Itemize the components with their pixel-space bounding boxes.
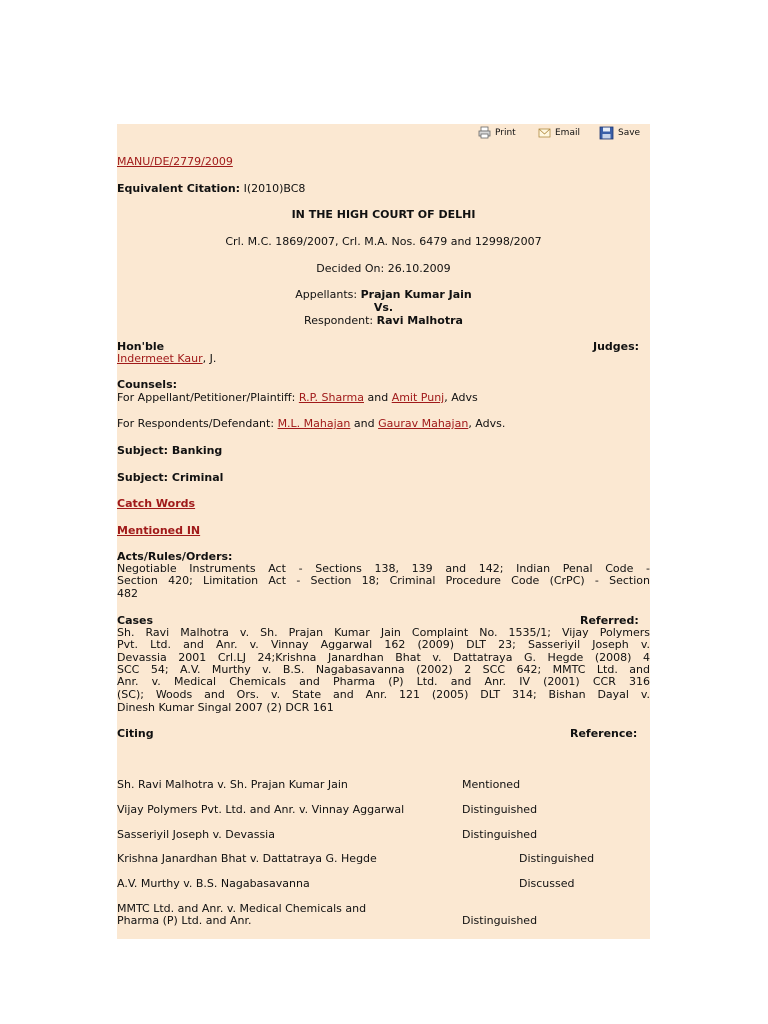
print-label: Print [495, 128, 516, 138]
printer-icon [478, 126, 491, 139]
citing-ref: Distinguished [519, 852, 595, 865]
appellants-line: Appellants: Prajan Kumar Jain [295, 288, 472, 301]
appellant-counsel-line: For Appellant/Petitioner/Plaintiff: R.P. Sharma and Amit Punj, Advs [117, 391, 478, 404]
equivalent-citation-label: Equivalent Citation: [117, 182, 241, 195]
judge-link[interactable]: Indermeet Kaur [117, 352, 203, 365]
citing-ref: Distinguished [462, 828, 538, 841]
citing-case: Sh. Ravi Malhotra v. Sh. Prajan Kumar Jain [117, 778, 348, 791]
cases-line: SCC 54; A.V. Murthy v. B.S. Nagabasavanna (2002) 2 SCC 642; MMTC Ltd. and [117, 663, 650, 676]
citing-case: Vijay Polymers Pvt. Ltd. and Anr. v. Vinnay Aggarwal [117, 803, 405, 816]
judges-label-left: Hon'ble [117, 340, 165, 353]
mentioned-in-link[interactable]: Mentioned IN [117, 524, 201, 537]
print-button[interactable] [478, 126, 516, 140]
versus: Vs. [373, 301, 394, 314]
acts-line: Section 420; Limitation Act - Section 18; Criminal Procedure Code (CrPC) - Section [117, 574, 650, 587]
decided-on: Decided On: 26.10.2009 [316, 262, 451, 275]
save-button[interactable] [599, 126, 640, 140]
cases-label-left: Cases [117, 614, 154, 627]
cases-line: Pvt. Ltd. and Anr. v. Vinnay Aggarwal 162 (2009) DLT 23; Sasseriyil Joseph v. [117, 638, 650, 651]
citing-ref: Distinguished [462, 914, 538, 927]
citing-case: Sasseriyil Joseph v. Devassia [117, 828, 275, 841]
envelope-icon [538, 126, 551, 139]
catch-words-link[interactable]: Catch Words [117, 497, 196, 510]
save-label: Save [618, 128, 641, 138]
equivalent-citation-value: I(2010)BC8 [243, 182, 306, 195]
manu-citation-link[interactable]: MANU/DE/2779/2009 [117, 155, 233, 168]
subject-banking: Subject: Banking [117, 444, 223, 457]
subject-criminal: Subject: Criminal [117, 471, 224, 484]
cases-line: Sh. Ravi Malhotra v. Sh. Prajan Kumar Jain Complaint No. 1535/1; Vijay Polymers [117, 626, 650, 639]
equivalent-citation [117, 182, 305, 195]
counsels-label: Counsels: [117, 378, 178, 391]
cases-label-right: Referred: [580, 614, 639, 627]
counsel-link-rp-sharma[interactable]: R.P. Sharma [298, 391, 364, 404]
appellant-name: Prajan Kumar Jain [360, 288, 472, 301]
court-name: IN THE HIGH COURT OF DELHI [291, 208, 476, 221]
email-label: Email [555, 128, 580, 138]
cases-line: Dinesh Kumar Singal 2007 (2) DCR 161 [117, 701, 334, 714]
counsel-link-gaurav-mahajan[interactable]: Gaurav Mahajan [378, 417, 469, 430]
cases-line: Devassia 2001 Crl.LJ 24;Krishna Janardhan Bhat v. Dattatraya G. Hegde (2008) 4 [117, 651, 650, 664]
citing-ref: Mentioned [462, 778, 521, 791]
judges-label-right: Judges: [593, 340, 640, 353]
citing-ref: Discussed [519, 877, 575, 890]
citing-label-right: Reference: [570, 727, 638, 740]
citing-case: Pharma (P) Ltd. and Anr. [117, 914, 252, 927]
acts-label: Acts/Rules/Orders: [117, 550, 233, 563]
counsel-link-ml-mahajan[interactable]: M.L. Mahajan [277, 417, 351, 430]
email-button[interactable] [538, 126, 580, 140]
cases-line: (SC); Woods and Ors. v. State and Anr. 121 (2005) DLT 314; Bishan Dayal v. [117, 688, 650, 701]
acts-line: 482 [117, 587, 138, 600]
citing-case: A.V. Murthy v. B.S. Nagabasavanna [117, 877, 310, 890]
citing-case: Krishna Janardhan Bhat v. Dattatraya G. Hegde [117, 852, 377, 865]
judge-line: Indermeet Kaur, J. [117, 352, 217, 365]
case-numbers: Crl. M.C. 1869/2007, Crl. M.A. Nos. 6479 and 12998/2007 [225, 235, 542, 248]
cases-line: Anr. v. Medical Chemicals and Pharma (P) Ltd. and Anr. IV (2001) CCR 316 [117, 675, 650, 688]
counsel-link-amit-punj[interactable]: Amit Punj [391, 391, 445, 404]
citing-label-left: Citing [117, 727, 154, 740]
citing-ref: Distinguished [462, 803, 538, 816]
citing-case: MMTC Ltd. and Anr. v. Medical Chemicals and [117, 902, 367, 915]
floppy-disk-icon [599, 126, 614, 140]
acts-line: Negotiable Instruments Act - Sections 138, 139 and 142; Indian Penal Code - [117, 562, 650, 575]
respondent-counsel-line: For Respondents/Defendant: M.L. Mahajan and Gaurav Mahajan, Advs. [117, 417, 506, 430]
respondent-line: Respondent: Ravi Malhotra [304, 314, 463, 327]
respondent-name: Ravi Malhotra [376, 314, 463, 327]
